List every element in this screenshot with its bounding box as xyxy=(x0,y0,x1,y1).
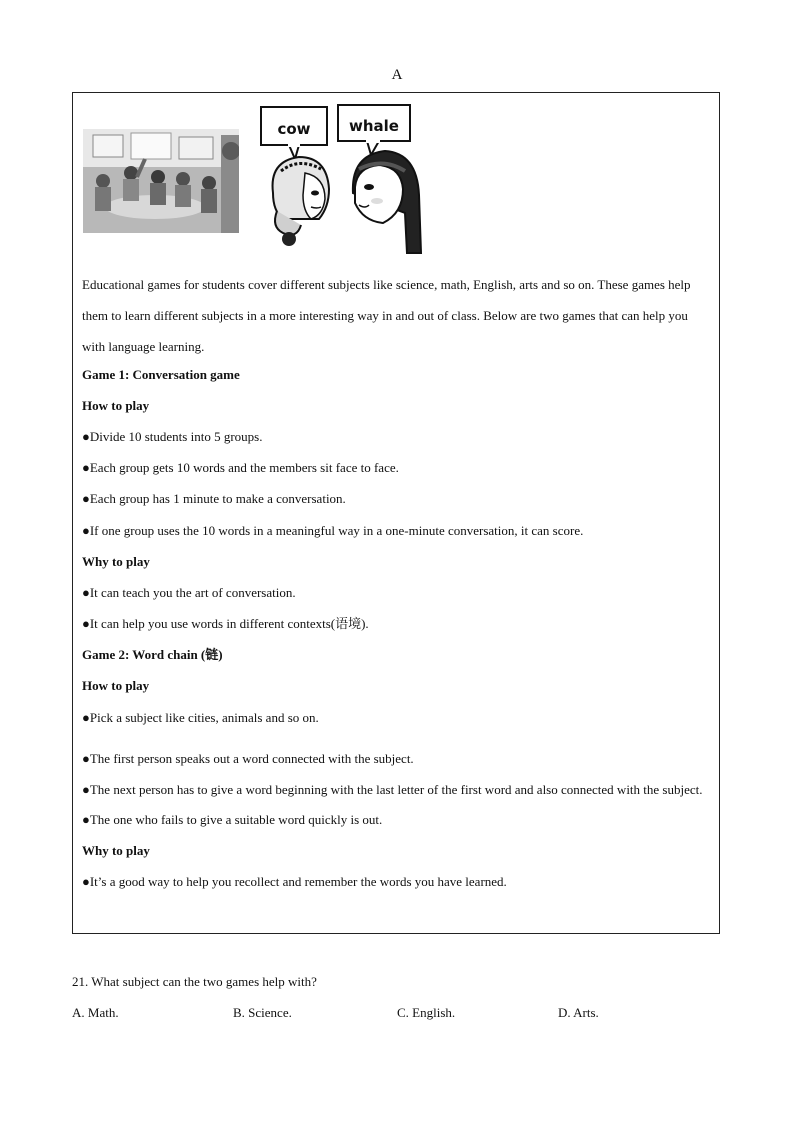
option-c[interactable]: C. English. xyxy=(397,1005,456,1020)
game2-how-item: ●Pick a subject like cities, animals and so on. xyxy=(82,709,319,725)
reading-passage-box xyxy=(72,92,720,934)
game1-how-item: ●Divide 10 students into 5 groups. xyxy=(82,428,263,444)
intro-paragraph: Educational games for students cover different subjects like science, math, English, arts and so on. These games help them to learn different subjects in a more interesting way in and out of class. Below are two games that can help you with language learning. xyxy=(82,277,691,355)
game2-how-item: ●The first person speaks out a word connected with the subject. xyxy=(82,750,414,766)
game1-how-item: ●Each group has 1 minute to make a conversation. xyxy=(82,491,346,507)
option-d[interactable]: D. Arts. xyxy=(558,1005,599,1020)
game2-why-heading: Why to play xyxy=(82,843,150,859)
game1-how-item: ●Each group gets 10 words and the members sit face to face. xyxy=(82,460,399,476)
section-letter: A xyxy=(391,67,403,83)
game2-title: Game 2: Word chain (链) xyxy=(82,647,223,663)
game2-how-heading: How to play xyxy=(82,678,150,694)
option-b[interactable]: B. Science. xyxy=(233,1005,292,1020)
game2-how-item: ●The one who fails to give a suitable word quickly is out. xyxy=(82,811,383,827)
passage-text xyxy=(82,269,714,901)
game1-title: Game 1: Conversation game xyxy=(82,366,240,382)
cow-bubble-text: cow xyxy=(277,120,311,138)
classroom-photo xyxy=(83,129,239,233)
game1-how-item: ●If one group uses the 10 words in a meaningful way in a one-minute conversation, it can score. xyxy=(82,522,584,538)
game1-how-heading: How to play xyxy=(82,397,150,413)
game1-why-heading: Why to play xyxy=(82,553,150,569)
game1-why-item: ●It can help you use words in different contexts(语境). xyxy=(82,616,369,632)
game1-why-item: ●It can teach you the art of conversation. xyxy=(82,584,296,600)
whale-bubble-text: whale xyxy=(349,117,399,135)
game2-why-item: ●It’s a good way to help you recollect and remember the words you have learned. xyxy=(82,874,507,890)
option-a[interactable]: A. Math. xyxy=(72,1005,119,1020)
game2-how-item: ●The next person has to give a word beginning with the last letter of the first word and also connected with the subject. xyxy=(82,781,703,797)
cartoon-girls-illustration xyxy=(259,103,425,261)
question-text: 21. What subject can the two games help with? xyxy=(72,974,317,989)
